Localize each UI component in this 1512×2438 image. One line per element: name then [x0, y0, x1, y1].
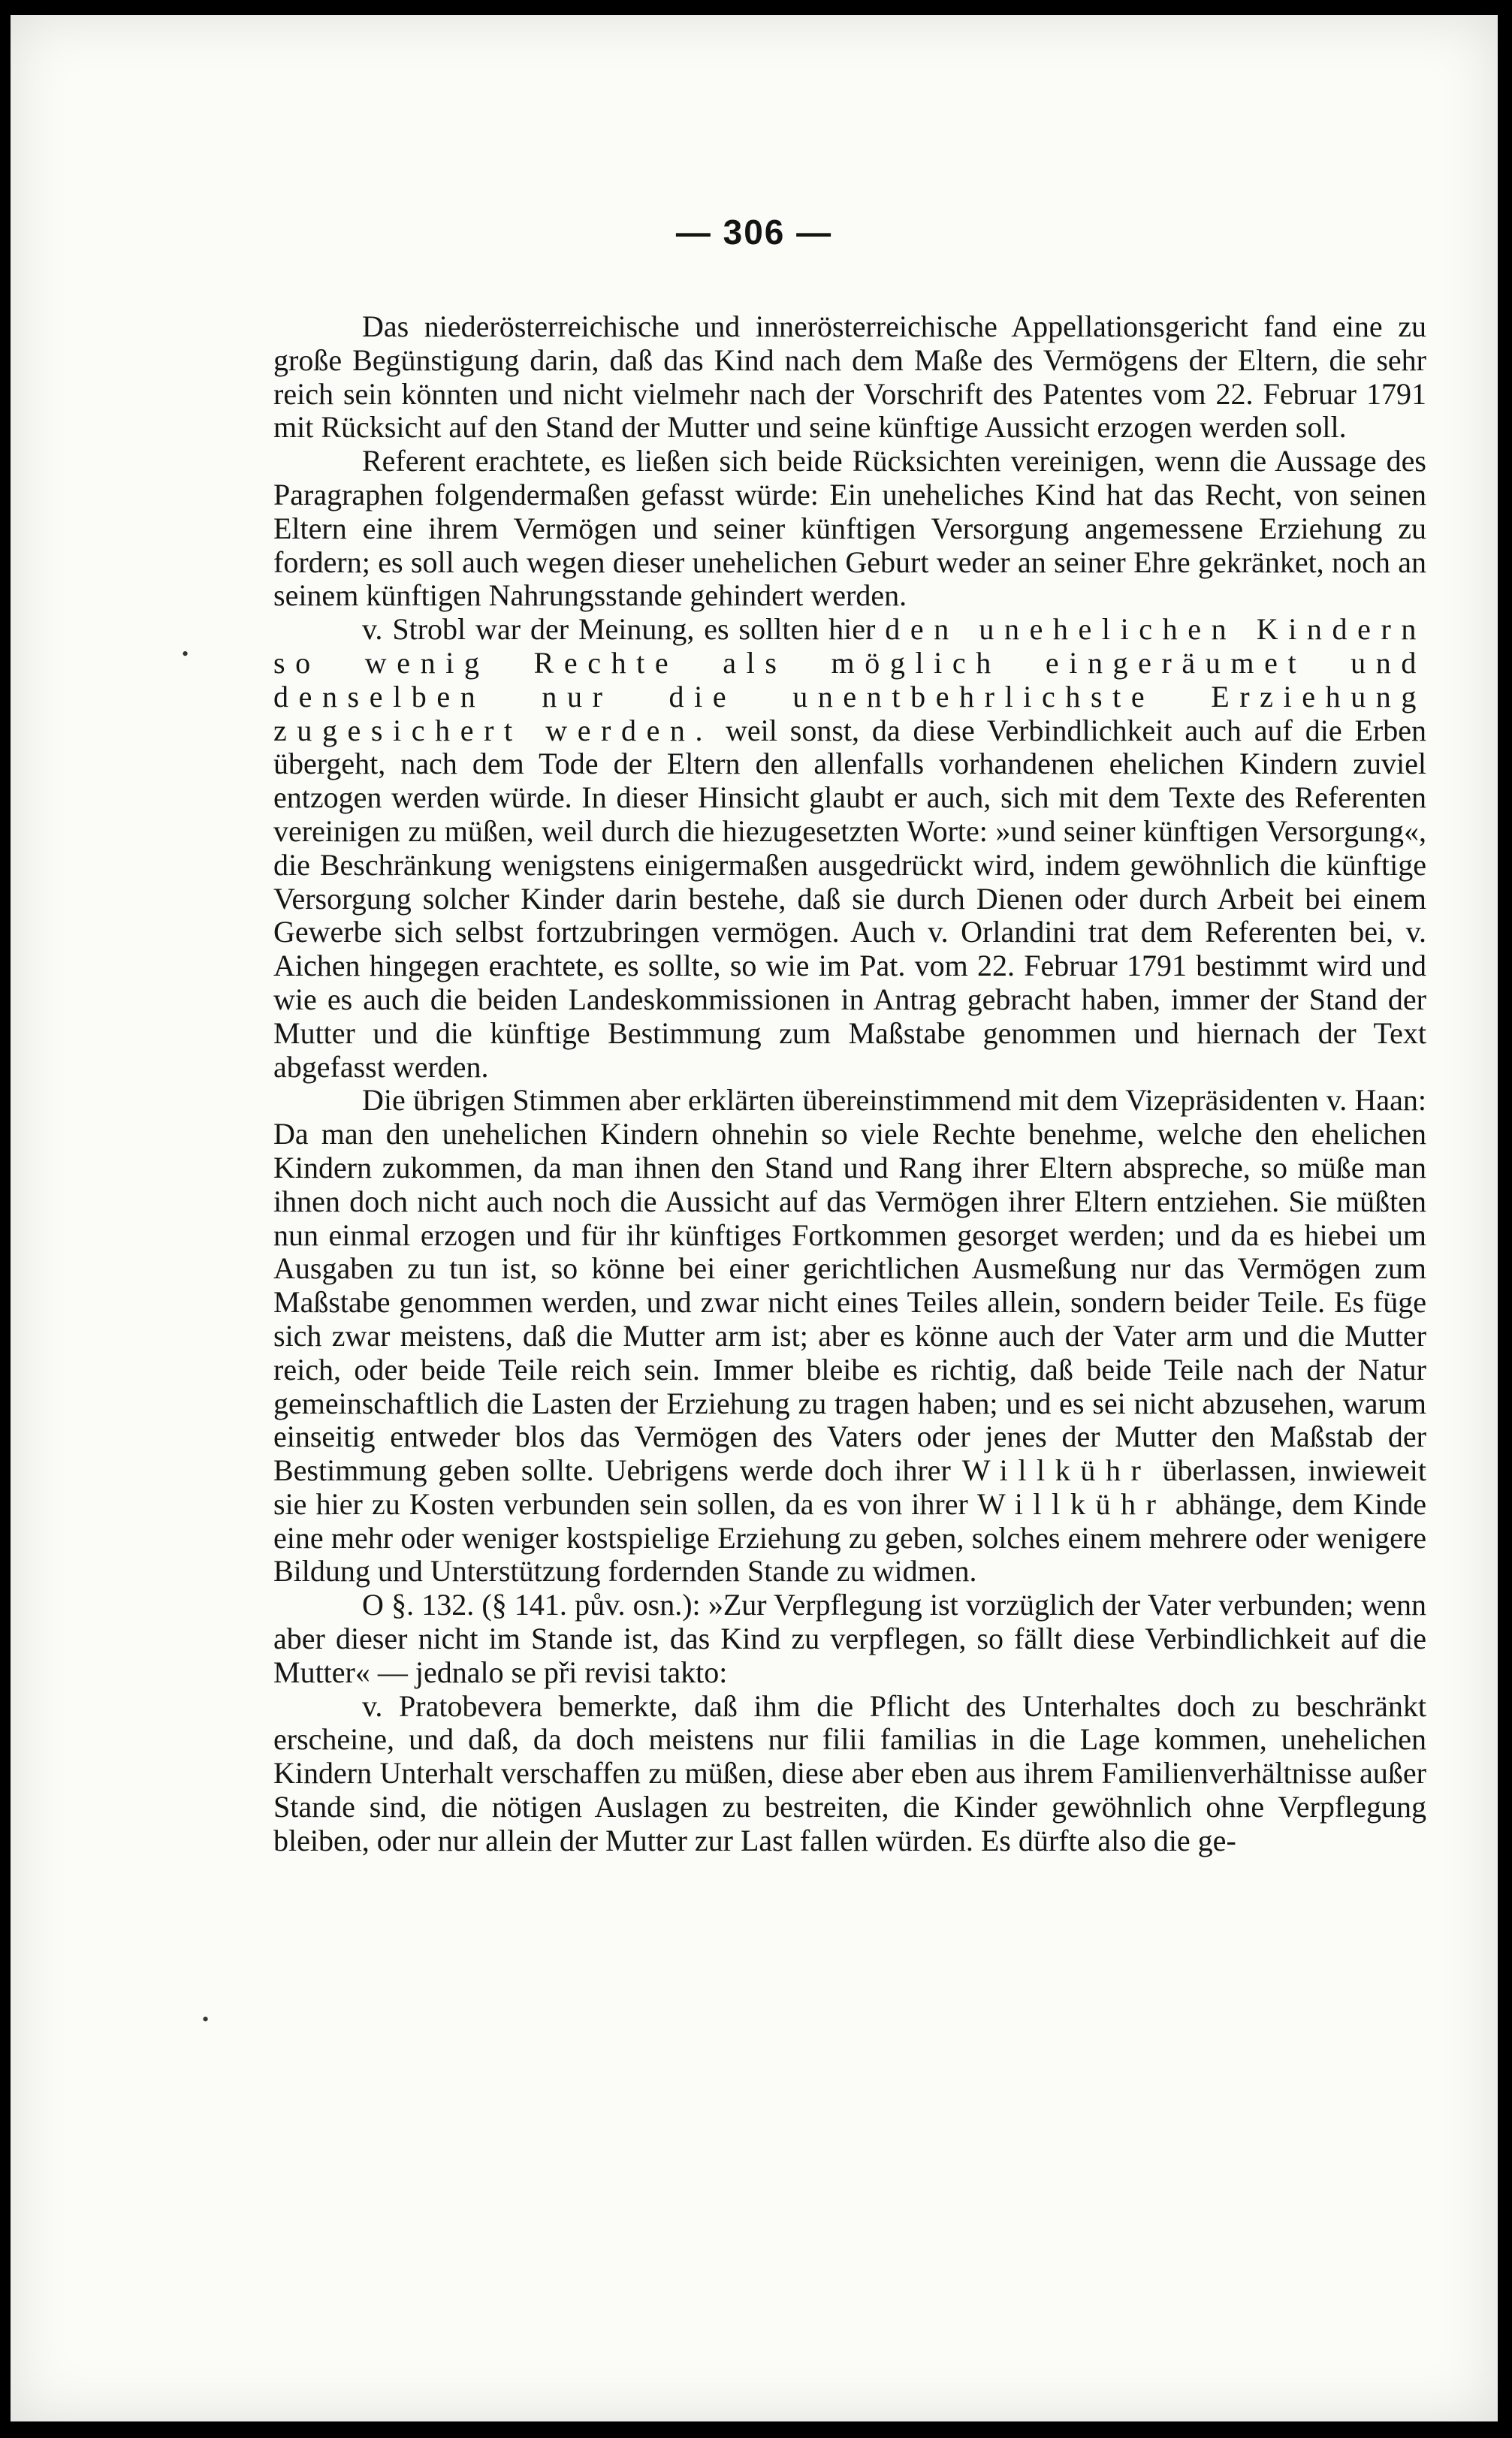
- margin-mark: •: [182, 643, 189, 665]
- paragraph: [273, 1084, 1426, 1589]
- paragraph: v. Pratobevera bemerkte, daß ihm die Pflicht des Unterhaltes doch zu beschränkt erscheine, und daß, da doch meistens nur filii familias in die Lage kommen, unehelichen Kindern Unterhalt verschaffen zu müßen, diese aber eben aus ihrem Familienverhältnisse außer Stande sind, die nötigen Auslagen zu bestreiten, die Kinder gewöhnlich ohne Verpflegung bleiben, oder nur allein der Mutter zur Last fallen würden. Es dürfte also die ge-: [273, 1688, 1426, 1857]
- text-run: Die übrigen Stimmen aber erklärten übereinstimmend mit dem Vizepräsidenten v. Haan: Da man den unehelichen Kindern ohnehin so viele Rechte benehme, welche den ehelichen Kindern zukommen, da man ihnen den Stand und Rang ihrer Eltern abspreche, so müße man ihnen doch nicht auch noch die Aussicht auf das Vermögen ihrer Eltern entziehen. Sie müßten nun einmal erzogen und für ihr künftiges Fortkommen gesorget werden; und da es hiebei um Ausgaben zu tun ist, so könne bei einer gerichtlichen Ausmeßung nur das Vermögen zum Maßstabe genommen werden, und zwar nicht eines Teiles allein, sondern beider Teile. Es füge sich zwar meistens, daß die Mutter arm ist; aber es könne auch der Vater arm und die Mutter reich, oder beide Teile reich sein. Immer bleibe es richtig, daß beide Teile nach der Natur gemeinschaftlich die Lasten der Erziehung zu tragen haben; und es sei nicht abzusehen, warum einseitig entweder blos das Vermögen des Vaters oder jenes der Mutter den Maßstab der Bestimmung geben sollte. Uebrigens werde doch ihrer: [273, 1083, 1426, 1488]
- text-run: v. Strobl war der Meinung, es sollten hier: [362, 612, 876, 647]
- paragraph: [273, 613, 1426, 1084]
- body-text: [273, 310, 1426, 1858]
- text-run: weil sonst, da diese Verbindlichkeit auch auf die Erben übergeht, nach dem Tode der Eltern den allenfalls vorhandenen ehelichen Kindern zuviel entzogen werden würde. In dieser Hinsicht glaubt er auch, sich mit dem Texte des Referenten vereinigen zu müßen, weil durch die hiezugesetzten Worte: »und seiner künftigen Versorgung«, die Beschränkung wenigstens einigermaßen ausgedrückt wird, indem gewöhnlich die künftige Versorgung solcher Kinder darin bestehe, daß sie durch Dienen oder durch Arbeit bei einem Gewerbe sich selbst fortzubringen vermögen. Auch v. Orlandini trat dem Referenten bei, v. Aichen hingegen erachtete, es sollte, so wie im Pat. vom 22. Februar 1791 bestimmt wird und wie es auch die beiden Landeskommissionen in Antrag gebracht haben, immer der Stand der Mutter und die künftige Bestimmung zum Maßstabe genommen und hiernach der Text abgefasst werden.: [273, 713, 1427, 1084]
- spaced-emphasis: Willkühr: [961, 1453, 1151, 1488]
- spaced-emphasis: Willkühr: [976, 1486, 1166, 1521]
- text-run: abhänge, dem Kinde eine mehr oder weniger kostspielige Erziehung zu geben, solches einem mehrere oder wenigere Bildung und Unterstützung fordernden Stande zu widmen.: [273, 1486, 1426, 1589]
- text-run: überlassen, inwieweit sie hier zu Kosten verbunden sein sollen, da es von ihrer: [273, 1453, 1427, 1521]
- page-number: — 306 —: [675, 213, 833, 252]
- paragraph: Referent erachtete, es ließen sich beide Rücksichten vereinigen, wenn die Aussage des Paragraphen folgendermaßen gefasst würde: Ein uneheliches Kind hat das Recht, von seinen Eltern eine ihrem Vermögen und seiner künftigen Versorgung angemessene Erziehung zu fordern; es soll auch wegen dieser unehelichen Geburt weder an seiner Ehre gekränket, noch an seinem künftigen Nahrungsstande gehindert werden.: [273, 444, 1426, 613]
- spaced-emphasis: den unehelichen Kindern so wenig Rechte als möglich eingeräumet und denselben nur die unentbehrlichste Erziehung zugesichert werden.: [273, 612, 1427, 747]
- paragraph: O §. 132. (§ 141. pův. osn.): »Zur Verpflegung ist vorzüglich der Vater verbunden; wenn aber dieser nicht im Stande ist, das Kind zu verpflegen, so fällt diese Verbindlichkeit auf die Mutter« — jednalo se při revisi takto:: [273, 1588, 1426, 1689]
- paragraph: Das niederösterreichische und innerösterreichische Appellationsgericht fand eine zu große Begünstigung darin, daß das Kind nach dem Maße des Vermögens der Eltern, die sehr reich sein könnten und nicht vielmehr nach der Vorschrift des Patentes vom 22. Februar 1791 mit Rücksicht auf den Stand der Mutter und seine künftige Aussicht erzogen werden soll.: [273, 309, 1426, 445]
- book-page: [11, 15, 1498, 2421]
- margin-mark: •: [202, 2008, 210, 2030]
